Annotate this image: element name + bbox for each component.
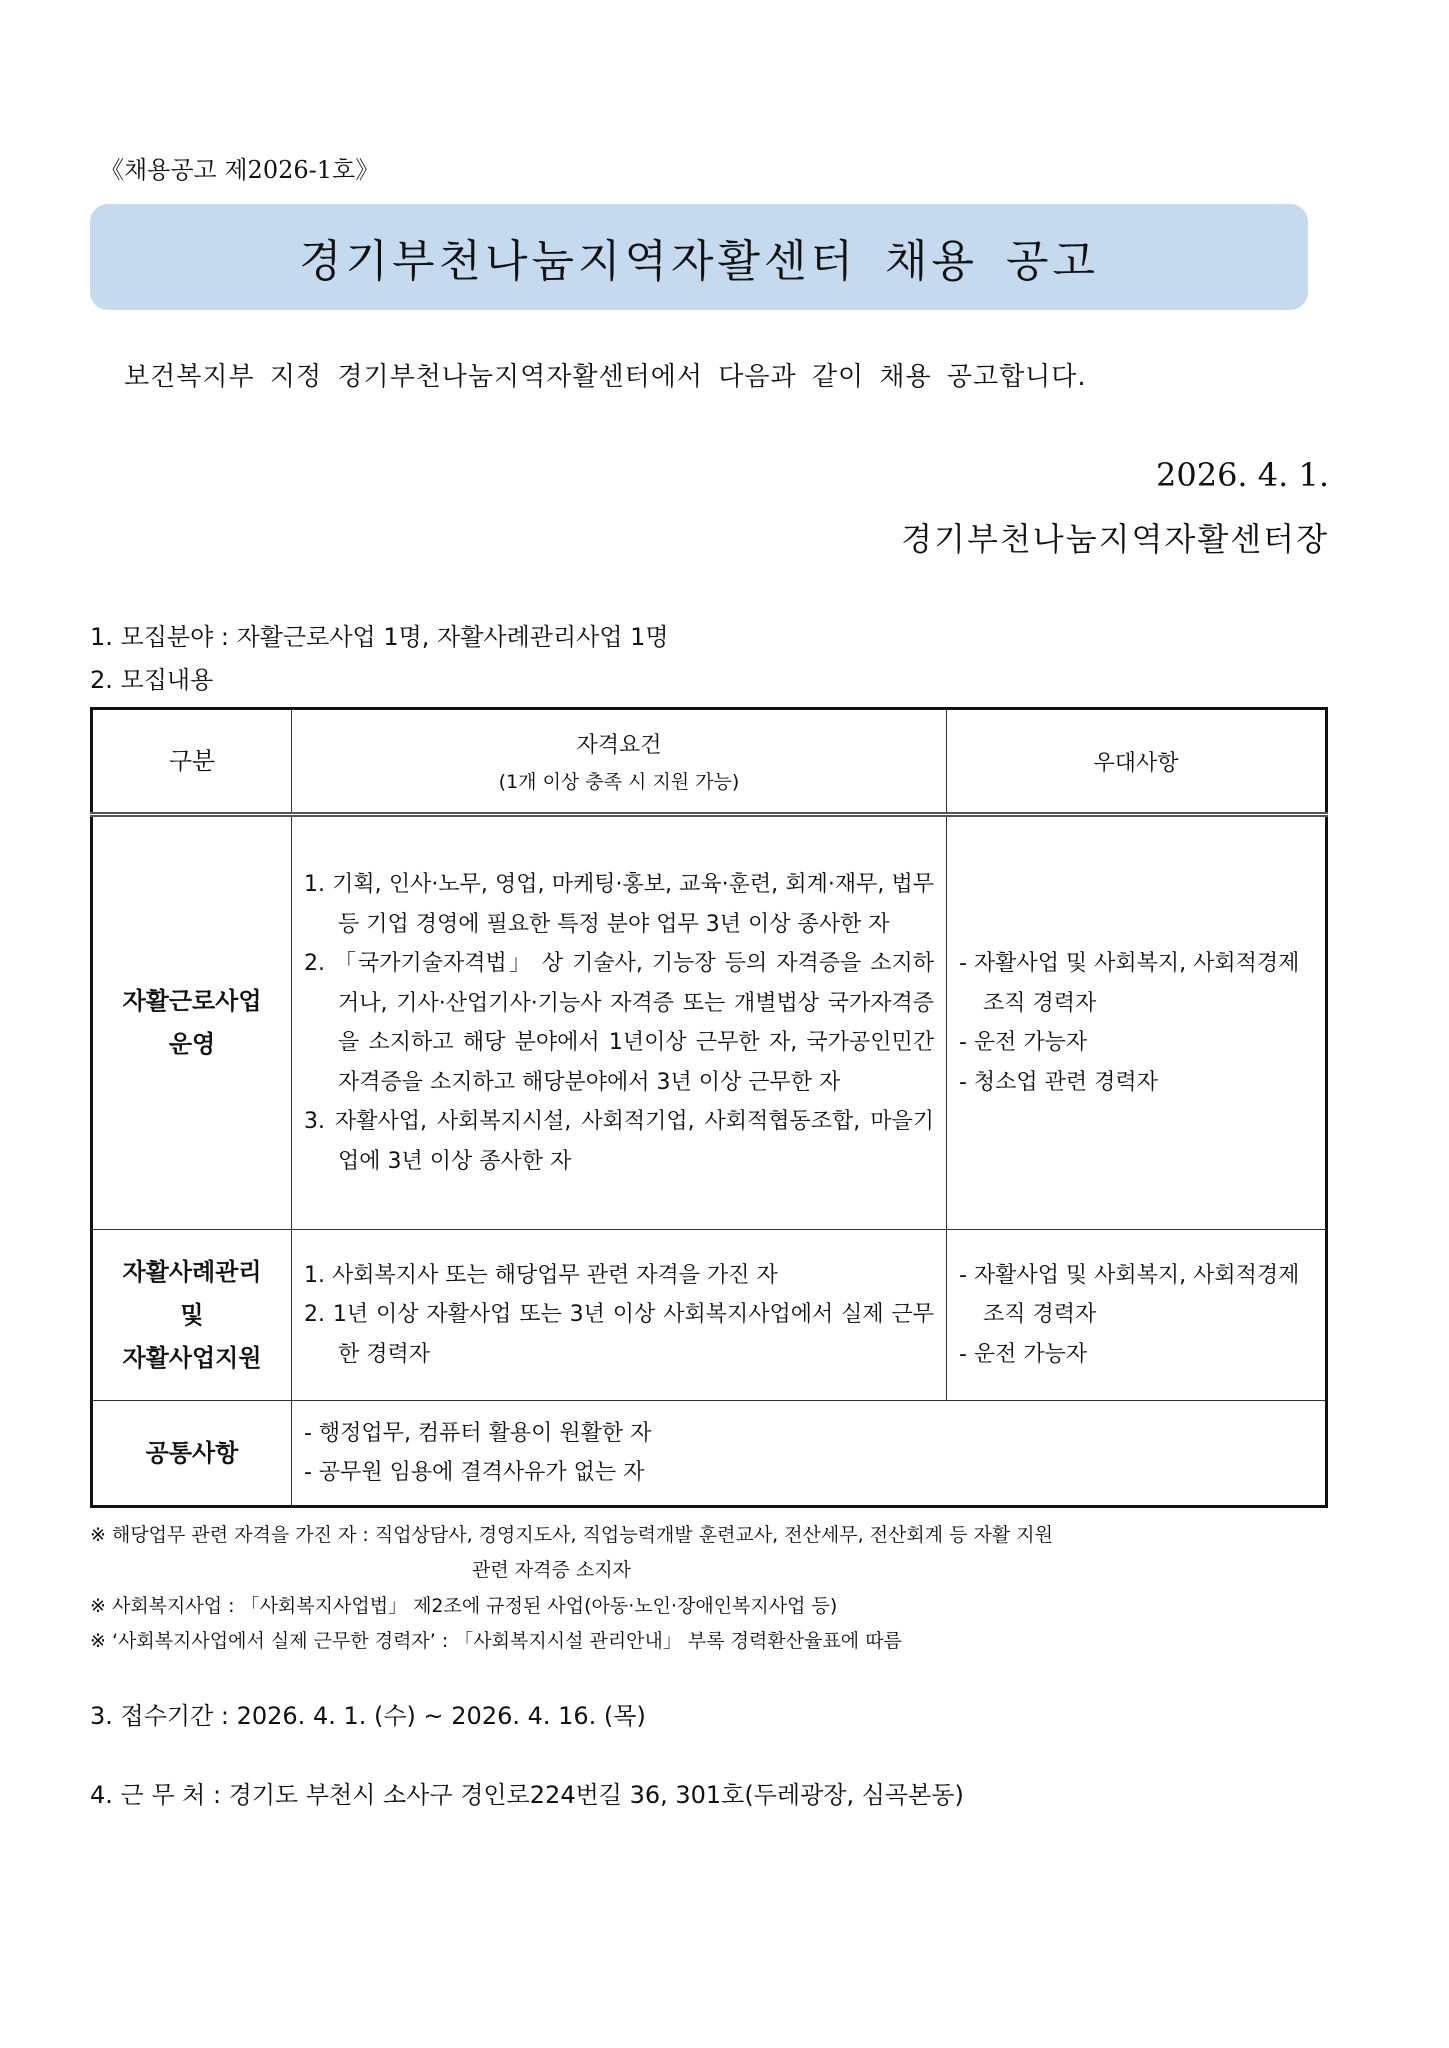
category-line: 자활근로사업	[122, 987, 262, 1015]
table-row	[92, 815, 1327, 1230]
table-row	[92, 1230, 1327, 1401]
announcement-date: 2026. 4. 1.	[1155, 456, 1329, 494]
qualification-item: 2. 「국가기술자격법」 상 기술사, 기능장 등의 자격증을 소지하거나, 기사·산업기사·기능사 자격증 또는 개별법상 국가자격증을 소지하고 해당 분야에서 1년이상 근무한 자, 국가공인민간자격증을 소지하고 해당분야에서 3년 이상 근무한 자	[304, 951, 934, 1095]
preference-item: - 운전 가능자	[959, 1030, 1088, 1055]
common-item: - 행정업무, 컴퓨터 활용이 원활한 자	[304, 1420, 652, 1446]
table-row-common	[92, 1401, 1327, 1507]
qualification-item: 1. 사회복지사 또는 해당업무 관련 자격을 가진 자	[304, 1262, 778, 1288]
note: ※ ‘사회복지사업에서 실제 근무한 경력자’ : 「사회복지시설 관리안내」 부록 경력환산율표에 따름	[90, 1630, 902, 1652]
common-item: - 공무원 임용에 결격사유가 없는 자	[304, 1460, 645, 1485]
common-items	[292, 1401, 1327, 1507]
document-number: 《채용공고 제2026-1호》	[100, 156, 380, 184]
intro-text: 보건복지부 지정 경기부천나눔지역자활센터에서 다음과 같이 채용 공고합니다.	[124, 362, 1087, 392]
preference-item: - 자활사업 및 사회복지, 사회적경제조직 경력자	[959, 951, 1300, 1016]
requirements-table	[90, 707, 1328, 1508]
recruit-field: 1. 모집분야 : 자활근로사업 1명, 자활사례관리사업 1명	[90, 623, 669, 651]
category-line: 자활사업지원	[122, 1343, 262, 1372]
header-qualification-label: 자격요건	[576, 733, 662, 758]
note: ※ 사회복지사업 : 「사회복지사업법」 제2조에 규정된 사업(아동·노인·장애인복지사업 등)	[90, 1595, 838, 1617]
qualification-item: 1. 기획, 인사·노무, 영업, 마케팅·홍보, 교육·훈련, 회계·재무, 법무 등 기업 경영에 필요한 특정 분야 업무 3년 이상 종사한 자	[304, 872, 934, 937]
category-line: 자활사례관리	[122, 1257, 262, 1286]
qualification-item: 3. 자활사업, 사회복지시설, 사회적기업, 사회적협동조합, 마을기업에 3년 이상 종사한 자	[304, 1109, 934, 1174]
row-qualifications	[292, 815, 947, 1230]
title-banner	[90, 204, 1308, 310]
row-preferences	[947, 1230, 1327, 1401]
header-qualification-sub: (1개 이상 충족 시 지원 가능)	[498, 771, 740, 793]
application-period: 3. 접수기간 : 2026. 4. 1. (수) ~ 2026. 4. 16. (목)	[90, 1702, 646, 1730]
preference-item: - 청소업 관련 경력자	[959, 1069, 1158, 1095]
page-title: 경기부천나눔지역자활센터 채용 공고	[298, 236, 1100, 287]
row-preferences	[947, 815, 1327, 1230]
table-header-row	[92, 709, 1327, 815]
header-qualification	[292, 709, 947, 815]
preference-item: - 운전 가능자	[959, 1341, 1088, 1367]
note: ※ 해당업무 관련 자격을 가진 자 : 직업상담사, 경영지도사, 직업능력개발 훈련교사, 전산세무, 전산회계 등 자활 지원	[90, 1524, 1054, 1546]
row-category	[92, 1230, 292, 1401]
work-location: 4. 근 무 처 : 경기도 부천시 소사구 경인로224번길 36, 301호(두레광장, 심곡본동)	[90, 1781, 964, 1809]
header-category: 구분	[92, 709, 292, 815]
qualification-item: 2. 1년 이상 자활사업 또는 3년 이상 사회복지사업에서 실제 근무한 경력자	[304, 1302, 934, 1367]
signer: 경기부천나눔지역자활센터장	[901, 520, 1329, 558]
category-line: 및	[180, 1300, 204, 1329]
row-category	[92, 815, 292, 1230]
row-qualifications	[292, 1230, 947, 1401]
header-preference: 우대사항	[947, 709, 1327, 815]
note-continuation: 관련 자격증 소지자	[472, 1559, 631, 1581]
preference-item: - 자활사업 및 사회복지, 사회적경제조직 경력자	[959, 1262, 1300, 1328]
category-line: 운영	[168, 1030, 216, 1058]
row-category: 공통사항	[92, 1401, 292, 1507]
recruit-content-heading: 2. 모집내용	[90, 666, 214, 694]
